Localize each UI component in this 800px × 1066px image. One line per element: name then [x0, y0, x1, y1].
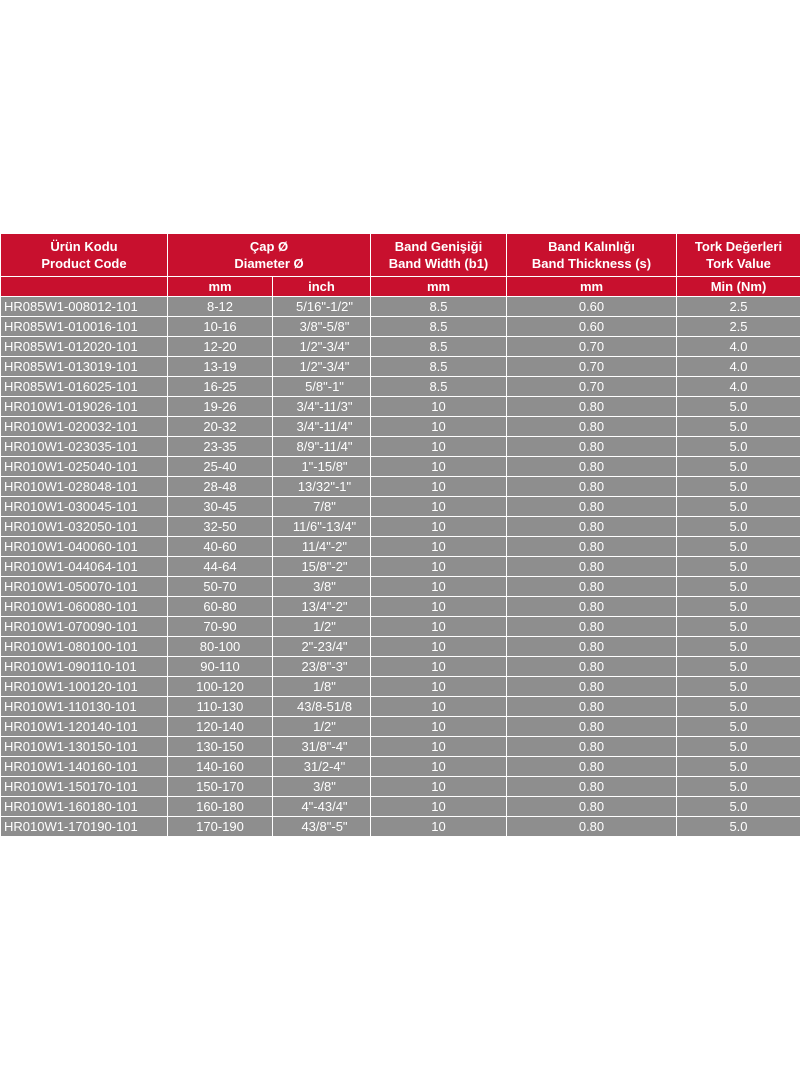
- diameter-inch-cell: 5/8"-1": [273, 377, 371, 397]
- band-width-cell: 10: [371, 517, 507, 537]
- diameter-mm-cell: 140-160: [168, 757, 273, 777]
- torque-cell: 5.0: [677, 497, 800, 517]
- product-code-cell: HR085W1-013019-101: [1, 357, 168, 377]
- table-row: [1, 677, 800, 697]
- band-thickness-cell: 0.80: [507, 417, 677, 437]
- diameter-mm-cell: 20-32: [168, 417, 273, 437]
- diameter-mm-cell: 80-100: [168, 637, 273, 657]
- diameter-inch-cell: 2"-23/4": [273, 637, 371, 657]
- band-width-cell: 8.5: [371, 317, 507, 337]
- table-body: [1, 297, 800, 837]
- table-row: [1, 717, 800, 737]
- torque-cell: 5.0: [677, 757, 800, 777]
- band-width-cell: 10: [371, 577, 507, 597]
- header-diameter-en: Diameter Ø: [234, 256, 304, 271]
- torque-cell: 5.0: [677, 817, 800, 837]
- band-width-cell: 10: [371, 657, 507, 677]
- diameter-mm-cell: 70-90: [168, 617, 273, 637]
- band-width-cell: 10: [371, 597, 507, 617]
- header-title-row: [1, 234, 800, 277]
- table-row: [1, 297, 800, 317]
- product-code-cell: HR010W1-130150-101: [1, 737, 168, 757]
- table-row: [1, 337, 800, 357]
- torque-cell: 5.0: [677, 797, 800, 817]
- diameter-mm-cell: 100-120: [168, 677, 273, 697]
- product-code-cell: HR010W1-030045-101: [1, 497, 168, 517]
- diameter-mm-cell: 10-16: [168, 317, 273, 337]
- torque-cell: 5.0: [677, 677, 800, 697]
- product-code-cell: HR010W1-032050-101: [1, 517, 168, 537]
- diameter-inch-cell: 11/6"-13/4": [273, 517, 371, 537]
- band-thickness-cell: 0.80: [507, 637, 677, 657]
- table-row: [1, 397, 800, 417]
- band-thickness-cell: 0.80: [507, 397, 677, 417]
- product-code-cell: HR010W1-150170-101: [1, 777, 168, 797]
- diameter-inch-cell: 1"-15/8": [273, 457, 371, 477]
- diameter-inch-cell: 7/8": [273, 497, 371, 517]
- header-diameter-tr: Çap Ø: [249, 239, 289, 254]
- product-code-cell: HR010W1-100120-101: [1, 677, 168, 697]
- product-code-cell: HR085W1-016025-101: [1, 377, 168, 397]
- product-code-cell: HR010W1-110130-101: [1, 697, 168, 717]
- torque-cell: 5.0: [677, 697, 800, 717]
- band-thickness-cell: 0.80: [507, 697, 677, 717]
- diameter-inch-cell: 15/8"-2": [273, 557, 371, 577]
- diameter-inch-cell: 8/9"-11/4": [273, 437, 371, 457]
- diameter-inch-cell: 3/8": [273, 777, 371, 797]
- header-band-width: [371, 234, 507, 277]
- diameter-inch-cell: 5/16"-1/2": [273, 297, 371, 317]
- band-width-cell: 10: [371, 737, 507, 757]
- product-code-cell: HR010W1-050070-101: [1, 577, 168, 597]
- torque-cell: 5.0: [677, 517, 800, 537]
- torque-cell: 5.0: [677, 557, 800, 577]
- header-product-code-tr: Ürün Kodu: [50, 239, 118, 254]
- diameter-inch-cell: 3/8": [273, 577, 371, 597]
- band-thickness-cell: 0.60: [507, 297, 677, 317]
- unit-product-code-blank: [1, 277, 168, 297]
- torque-cell: 5.0: [677, 617, 800, 637]
- product-code-cell: HR010W1-019026-101: [1, 397, 168, 417]
- torque-cell: 2.5: [677, 297, 800, 317]
- diameter-inch-cell: 23/8"-3": [273, 657, 371, 677]
- band-width-cell: 10: [371, 697, 507, 717]
- header-band-thickness-en: Band Thickness (s): [531, 256, 652, 271]
- torque-cell: 5.0: [677, 657, 800, 677]
- diameter-mm-cell: 32-50: [168, 517, 273, 537]
- table-row: [1, 737, 800, 757]
- header-unit-row: [1, 277, 800, 297]
- band-thickness-cell: 0.80: [507, 457, 677, 477]
- torque-cell: 5.0: [677, 597, 800, 617]
- torque-cell: 5.0: [677, 577, 800, 597]
- band-thickness-cell: 0.80: [507, 817, 677, 837]
- diameter-mm-cell: 110-130: [168, 697, 273, 717]
- torque-cell: 5.0: [677, 637, 800, 657]
- torque-cell: 2.5: [677, 317, 800, 337]
- band-thickness-cell: 0.80: [507, 557, 677, 577]
- torque-cell: 5.0: [677, 417, 800, 437]
- diameter-mm-cell: 16-25: [168, 377, 273, 397]
- unit-band-width: mm: [371, 277, 507, 297]
- band-thickness-cell: 0.80: [507, 597, 677, 617]
- table-row: [1, 437, 800, 457]
- torque-cell: 5.0: [677, 397, 800, 417]
- product-code-cell: HR010W1-044064-101: [1, 557, 168, 577]
- band-thickness-cell: 0.70: [507, 357, 677, 377]
- band-thickness-cell: 0.80: [507, 737, 677, 757]
- torque-cell: 5.0: [677, 777, 800, 797]
- band-thickness-cell: 0.80: [507, 777, 677, 797]
- band-width-cell: 10: [371, 397, 507, 417]
- band-thickness-cell: 0.80: [507, 797, 677, 817]
- band-width-cell: 10: [371, 717, 507, 737]
- diameter-mm-cell: 150-170: [168, 777, 273, 797]
- header-band-thickness-tr: Band Kalınlığı: [548, 239, 635, 254]
- diameter-inch-cell: 31/2-4": [273, 757, 371, 777]
- band-thickness-cell: 0.80: [507, 617, 677, 637]
- band-width-cell: 10: [371, 557, 507, 577]
- torque-cell: 5.0: [677, 717, 800, 737]
- diameter-mm-cell: 40-60: [168, 537, 273, 557]
- table-row: [1, 617, 800, 637]
- diameter-inch-cell: 3/8"-5/8": [273, 317, 371, 337]
- table-row: [1, 357, 800, 377]
- diameter-inch-cell: 3/4"-11/3": [273, 397, 371, 417]
- table-row: [1, 317, 800, 337]
- header-diameter: [168, 234, 371, 277]
- header-torque-tr: Tork Değerleri: [694, 239, 783, 254]
- diameter-mm-cell: 130-150: [168, 737, 273, 757]
- diameter-inch-cell: 43/8"-5": [273, 817, 371, 837]
- diameter-mm-cell: 60-80: [168, 597, 273, 617]
- table-row: [1, 577, 800, 597]
- diameter-mm-cell: 13-19: [168, 357, 273, 377]
- band-width-cell: 8.5: [371, 297, 507, 317]
- product-code-cell: HR085W1-008012-101: [1, 297, 168, 317]
- table-row: [1, 537, 800, 557]
- table-row: [1, 557, 800, 577]
- band-thickness-cell: 0.80: [507, 717, 677, 737]
- torque-cell: 5.0: [677, 457, 800, 477]
- table-row: [1, 517, 800, 537]
- product-code-cell: HR010W1-090110-101: [1, 657, 168, 677]
- product-code-cell: HR010W1-020032-101: [1, 417, 168, 437]
- diameter-mm-cell: 50-70: [168, 577, 273, 597]
- band-width-cell: 10: [371, 537, 507, 557]
- torque-cell: 4.0: [677, 377, 800, 397]
- band-width-cell: 10: [371, 417, 507, 437]
- diameter-mm-cell: 90-110: [168, 657, 273, 677]
- product-code-cell: HR010W1-140160-101: [1, 757, 168, 777]
- band-width-cell: 10: [371, 757, 507, 777]
- diameter-inch-cell: 13/32"-1": [273, 477, 371, 497]
- unit-diameter-inch: inch: [273, 277, 371, 297]
- header-band-thickness: [507, 234, 677, 277]
- table-row: [1, 597, 800, 617]
- header-band-width-en: Band Width (b1): [388, 256, 489, 271]
- diameter-inch-cell: 1/8": [273, 677, 371, 697]
- product-code-cell: HR010W1-025040-101: [1, 457, 168, 477]
- table-row: [1, 457, 800, 477]
- diameter-inch-cell: 43/8-51/8: [273, 697, 371, 717]
- table-row: [1, 817, 800, 837]
- diameter-mm-cell: 170-190: [168, 817, 273, 837]
- band-width-cell: 10: [371, 437, 507, 457]
- table-row: [1, 757, 800, 777]
- torque-cell: 5.0: [677, 437, 800, 457]
- band-thickness-cell: 0.80: [507, 757, 677, 777]
- product-code-cell: HR010W1-070090-101: [1, 617, 168, 637]
- torque-cell: 5.0: [677, 537, 800, 557]
- torque-cell: 4.0: [677, 337, 800, 357]
- unit-band-thickness: mm: [507, 277, 677, 297]
- product-code-cell: HR085W1-010016-101: [1, 317, 168, 337]
- diameter-mm-cell: 12-20: [168, 337, 273, 357]
- diameter-mm-cell: 30-45: [168, 497, 273, 517]
- diameter-mm-cell: 19-26: [168, 397, 273, 417]
- band-width-cell: 10: [371, 777, 507, 797]
- band-thickness-cell: 0.80: [507, 677, 677, 697]
- band-width-cell: 10: [371, 477, 507, 497]
- diameter-inch-cell: 3/4"-11/4": [273, 417, 371, 437]
- diameter-inch-cell: 1/2"-3/4": [273, 337, 371, 357]
- header-product-code: [1, 234, 168, 277]
- table-row: [1, 377, 800, 397]
- diameter-inch-cell: 1/2": [273, 717, 371, 737]
- torque-cell: 5.0: [677, 477, 800, 497]
- diameter-inch-cell: 4"-43/4": [273, 797, 371, 817]
- unit-diameter-mm: mm: [168, 277, 273, 297]
- table-header: [1, 234, 800, 297]
- table-row: [1, 697, 800, 717]
- band-width-cell: 10: [371, 497, 507, 517]
- product-spec-table: [0, 233, 800, 837]
- diameter-inch-cell: 13/4"-2": [273, 597, 371, 617]
- table-row: [1, 417, 800, 437]
- product-code-cell: HR010W1-023035-101: [1, 437, 168, 457]
- torque-cell: 5.0: [677, 737, 800, 757]
- product-code-cell: HR010W1-040060-101: [1, 537, 168, 557]
- header-torque: [677, 234, 800, 277]
- header-product-code-en: Product Code: [41, 256, 127, 271]
- diameter-mm-cell: 44-64: [168, 557, 273, 577]
- band-width-cell: 8.5: [371, 377, 507, 397]
- table-row: [1, 777, 800, 797]
- diameter-inch-cell: 31/8"-4": [273, 737, 371, 757]
- header-band-width-tr: Band Genişiği: [394, 239, 483, 254]
- band-thickness-cell: 0.80: [507, 657, 677, 677]
- torque-cell: 4.0: [677, 357, 800, 377]
- diameter-inch-cell: 11/4"-2": [273, 537, 371, 557]
- product-code-cell: HR010W1-028048-101: [1, 477, 168, 497]
- diameter-mm-cell: 25-40: [168, 457, 273, 477]
- band-thickness-cell: 0.80: [507, 577, 677, 597]
- band-width-cell: 10: [371, 817, 507, 837]
- band-thickness-cell: 0.80: [507, 497, 677, 517]
- band-width-cell: 8.5: [371, 337, 507, 357]
- product-code-cell: HR010W1-160180-101: [1, 797, 168, 817]
- band-width-cell: 10: [371, 617, 507, 637]
- band-thickness-cell: 0.80: [507, 537, 677, 557]
- band-thickness-cell: 0.80: [507, 437, 677, 457]
- diameter-mm-cell: 120-140: [168, 717, 273, 737]
- band-thickness-cell: 0.80: [507, 517, 677, 537]
- band-width-cell: 10: [371, 637, 507, 657]
- table-row: [1, 797, 800, 817]
- band-thickness-cell: 0.70: [507, 337, 677, 357]
- diameter-mm-cell: 28-48: [168, 477, 273, 497]
- diameter-inch-cell: 1/2"-3/4": [273, 357, 371, 377]
- product-code-cell: HR010W1-120140-101: [1, 717, 168, 737]
- product-code-cell: HR085W1-012020-101: [1, 337, 168, 357]
- diameter-mm-cell: 23-35: [168, 437, 273, 457]
- header-torque-en: Tork Value: [706, 256, 771, 271]
- band-width-cell: 10: [371, 677, 507, 697]
- table-row: [1, 477, 800, 497]
- band-thickness-cell: 0.60: [507, 317, 677, 337]
- product-code-cell: HR010W1-080100-101: [1, 637, 168, 657]
- table-row: [1, 657, 800, 677]
- band-width-cell: 10: [371, 457, 507, 477]
- table-row: [1, 497, 800, 517]
- product-code-cell: HR010W1-060080-101: [1, 597, 168, 617]
- band-thickness-cell: 0.70: [507, 377, 677, 397]
- band-thickness-cell: 0.80: [507, 477, 677, 497]
- band-width-cell: 10: [371, 797, 507, 817]
- band-width-cell: 8.5: [371, 357, 507, 377]
- diameter-inch-cell: 1/2": [273, 617, 371, 637]
- diameter-mm-cell: 160-180: [168, 797, 273, 817]
- table-row: [1, 637, 800, 657]
- unit-torque: Min (Nm): [677, 277, 800, 297]
- diameter-mm-cell: 8-12: [168, 297, 273, 317]
- product-code-cell: HR010W1-170190-101: [1, 817, 168, 837]
